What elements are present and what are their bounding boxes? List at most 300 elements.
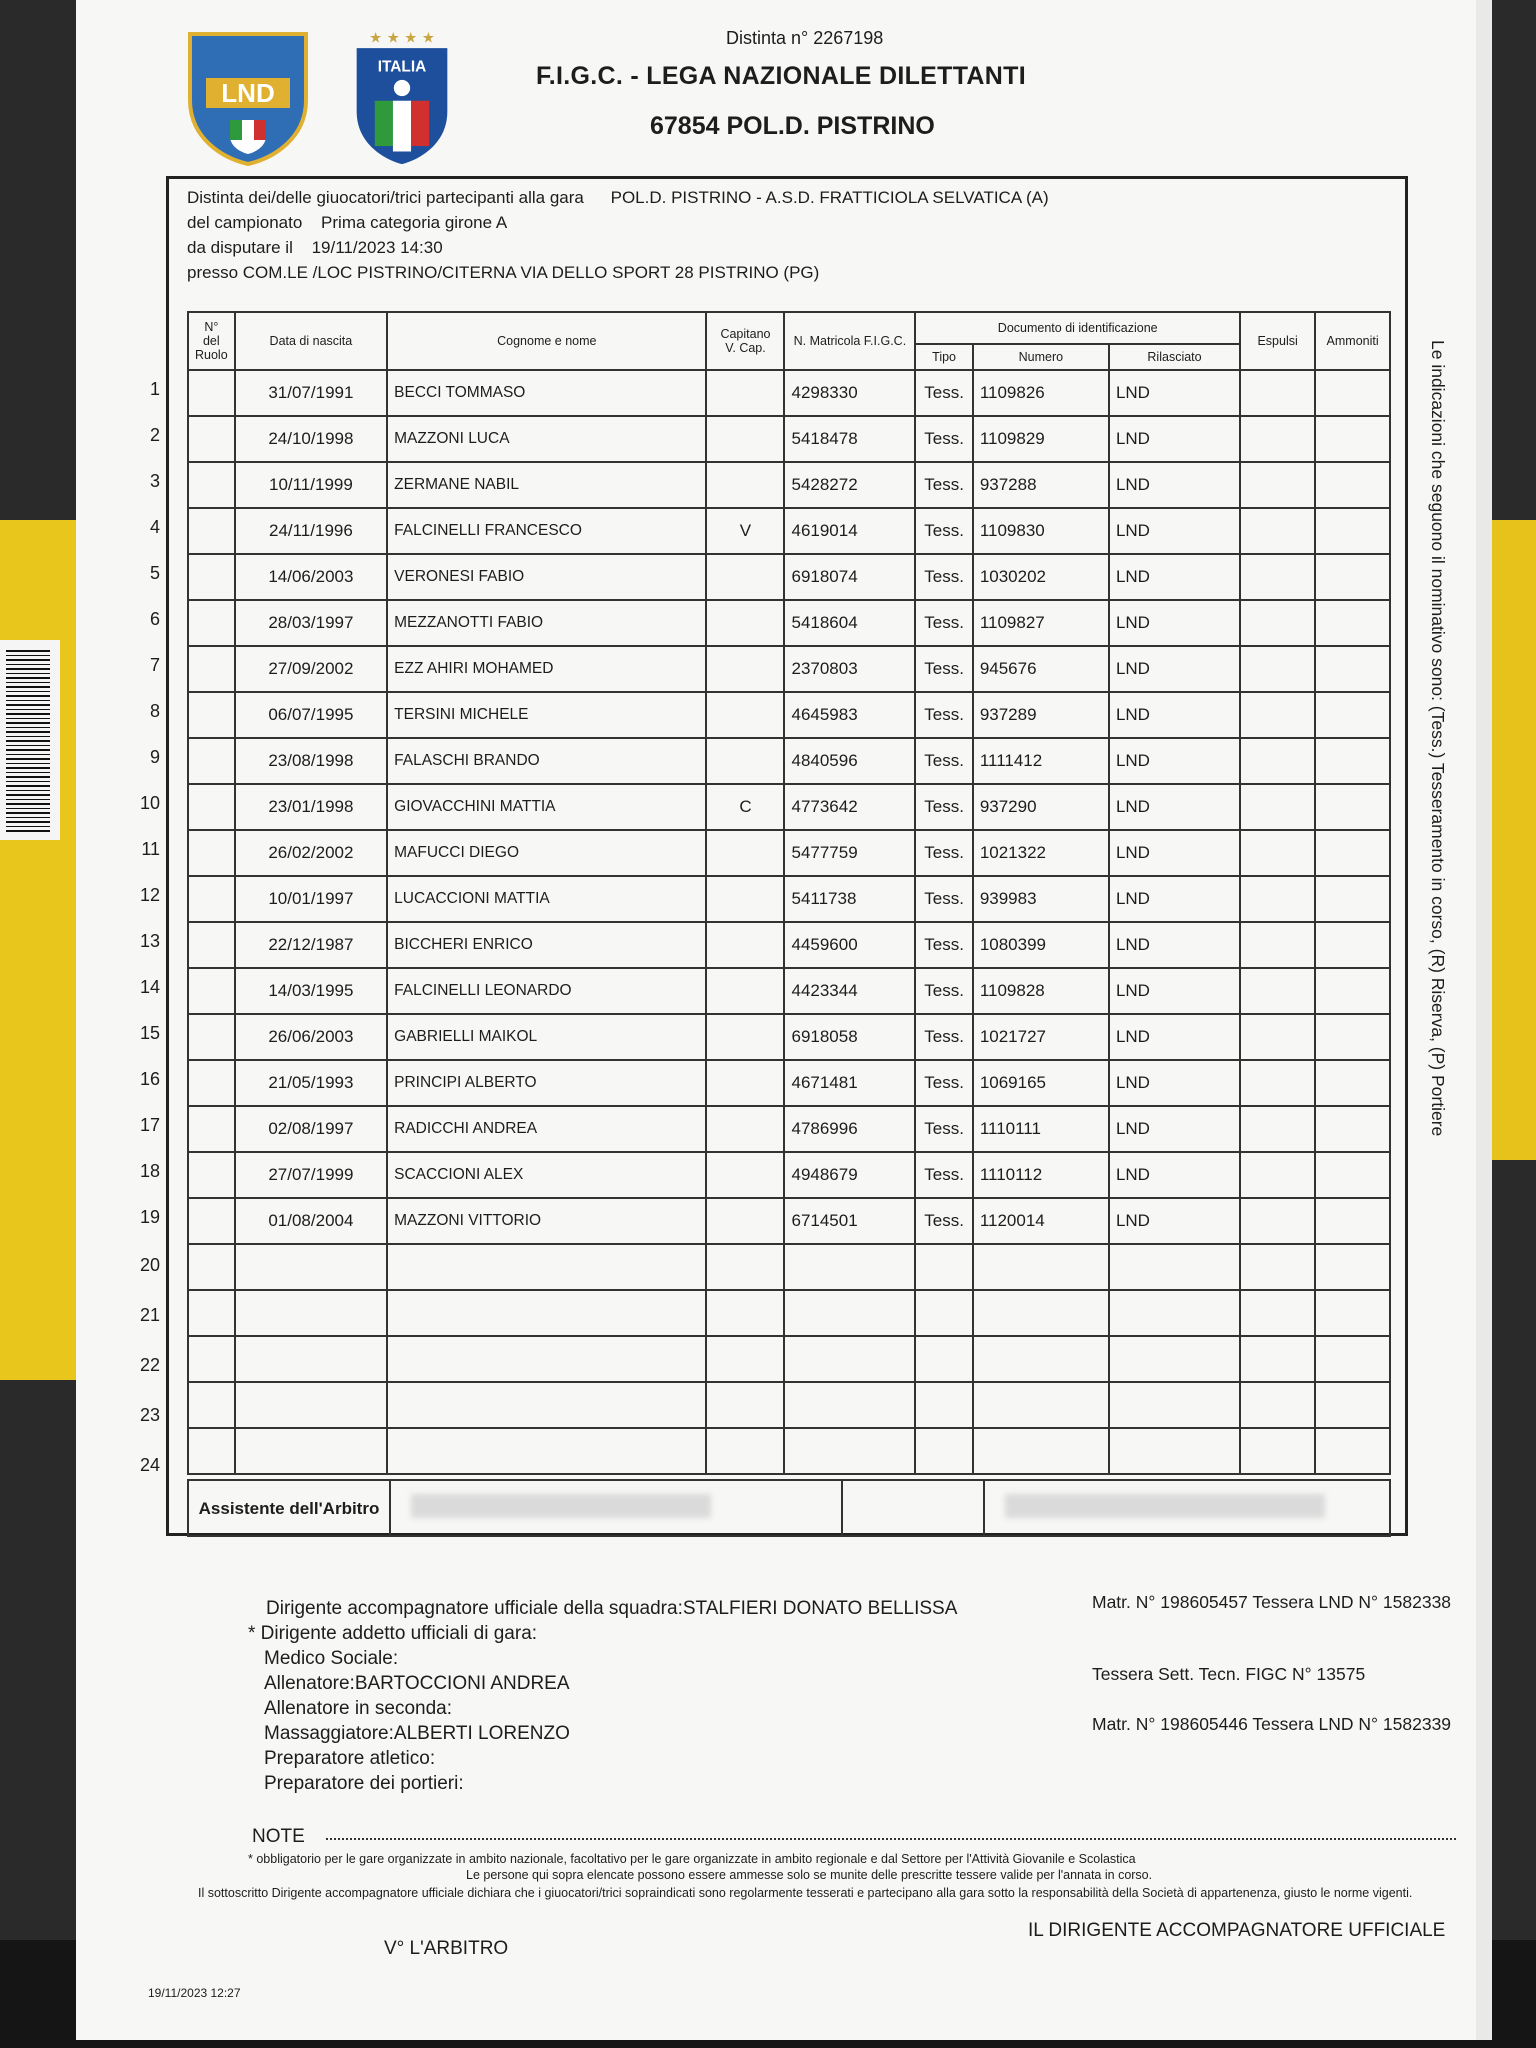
col-nome: Cognome e nome [387,312,706,370]
player-name-cell: BICCHERI ENRICO [387,922,706,968]
player-name-cell: FALCINELLI FRANCESCO [387,508,706,554]
matricola-cell: 5477759 [784,830,915,876]
captain-cell [706,1014,784,1060]
doc-type-cell: Tess. [915,600,972,646]
col-espulsi: Espulsi [1240,312,1315,370]
doc-type-cell: Tess. [915,646,972,692]
ruolo-cell [188,1152,235,1198]
manager-signature-label: IL DIRIGENTE ACCOMPAGNATORE UFFICIALE [1028,1920,1446,1941]
warned-cell [1315,738,1390,784]
warned-cell [1315,1198,1390,1244]
issued-by-cell: LND [1109,692,1240,738]
matricola-cell: 2370803 [784,646,915,692]
warned-cell [1315,692,1390,738]
table-row [188,646,1390,692]
captain-cell [706,370,784,416]
doc-number-cell: 1021727 [973,1014,1109,1060]
footnote: * obbligatorio per le gare organizzate in ambito nazionale, facoltativo per le gare organizzate in ambito regionale e dal Settore per l'Attività Giovanile e Scolastica [248,1852,1136,1866]
staff-allenatore-tessera: Tessera Sett. Tecn. FIGC N° 13575 [1092,1664,1366,1684]
col-ammoniti: Ammoniti [1315,312,1390,370]
doc-number-cell: 1109829 [973,416,1109,462]
row-number: 12 [139,885,160,905]
doc-type-cell [915,1290,972,1336]
match-venue: presso COM.LE /LOC PISTRINO/CITERNA VIA DELLO SPORT 28 PISTRINO (PG) [187,263,820,282]
doc-number-cell: 1080399 [973,922,1109,968]
birthdate-cell: 21/05/1993 [235,1060,387,1106]
player-name-cell: FALASCHI BRANDO [387,738,706,784]
captain-cell [706,1244,784,1290]
doc-type-cell: Tess. [915,1106,972,1152]
issued-by-cell: LND [1109,830,1240,876]
expelled-cell [1240,1014,1315,1060]
matricola-cell: 5411738 [784,876,915,922]
footnote-second: Le persone qui sopra elencate possono essere ammesse solo se munite delle prescritte tessere valide per l'annata in corso. [466,1868,1153,1882]
expelled-cell [1240,784,1315,830]
expelled-cell [1240,922,1315,968]
row-number: 2 [149,425,160,445]
table-row-empty [188,1382,1390,1428]
doc-number-cell: 1109827 [973,600,1109,646]
captain-cell [706,1290,784,1336]
ruolo-cell [188,600,235,646]
declaration: Il sottoscritto Dirigente accompagnatore ufficiale dichiara che i giuocatori/trici sopraindicati sono regolarmente tesserati e partecipano alla gara sotto la responsabilità della Società di appartenenza, giusto le norme vigenti. [198,1886,1413,1900]
ruolo-cell [188,1290,235,1336]
player-name-cell: BECCI TOMMASO [387,370,706,416]
doc-number-cell: 1021322 [973,830,1109,876]
player-name-cell: RADICCHI ANDREA [387,1106,706,1152]
ruolo-cell [188,922,235,968]
expelled-cell [1240,830,1315,876]
col-tipo: Tipo [915,344,972,370]
match-date: 19/11/2023 14:30 [311,238,443,257]
player-name-cell: FALCINELLI LEONARDO [387,968,706,1014]
issued-by-cell [1109,1382,1240,1428]
birthdate-cell: 01/08/2004 [235,1198,387,1244]
player-name-cell [387,1336,706,1382]
expelled-cell [1240,1198,1315,1244]
ruolo-cell [188,784,235,830]
doc-number-cell: 937290 [973,784,1109,830]
staff-prep-portieri: Preparatore dei portieri: [264,1773,464,1794]
staff-section [226,1596,957,1796]
player-name-cell: MAFUCCI DIEGO [387,830,706,876]
organization-title: F.I.G.C. - LEGA NAZIONALE DILETTANTI [536,62,1026,90]
issued-by-cell: LND [1109,1106,1240,1152]
matricola-cell [784,1428,915,1474]
row-number: 24 [139,1455,160,1475]
birthdate-cell [235,1290,387,1336]
player-list-box [166,176,1408,1536]
warned-cell [1315,784,1390,830]
warned-cell [1315,922,1390,968]
captain-cell [706,646,784,692]
matricola-cell: 4298330 [784,370,915,416]
player-rows [188,370,1390,1474]
players-table [187,311,1391,1475]
doc-type-cell: Tess. [915,370,972,416]
row-number: 7 [149,655,160,675]
issued-by-cell [1109,1336,1240,1382]
issued-by-cell [1109,1290,1240,1336]
captain-cell [706,416,784,462]
table-row [188,462,1390,508]
player-name-cell [387,1428,706,1474]
ruolo-cell [188,1014,235,1060]
doc-type-cell: Tess. [915,416,972,462]
doc-number-cell: 1109826 [973,370,1109,416]
expelled-cell [1240,416,1315,462]
matricola-cell [784,1382,915,1428]
matricola-cell: 4773642 [784,784,915,830]
document-sheet [76,0,1476,2040]
captain-cell [706,1106,784,1152]
matricola-cell: 4619014 [784,508,915,554]
staff-dirigente-matr: Matr. N° 198605457 Tessera LND N° 1582338 [1092,1592,1452,1612]
captain-cell [706,1152,784,1198]
assistant-label: Assistente dell'Arbitro [188,1480,390,1536]
row-number: 20 [139,1255,160,1275]
captain-cell [706,462,784,508]
match-info [187,185,1387,285]
birthdate-cell: 14/06/2003 [235,554,387,600]
matricola-cell: 6918074 [784,554,915,600]
matricola-cell: 4840596 [784,738,915,784]
doc-type-cell: Tess. [915,738,972,784]
issued-by-cell: LND [1109,508,1240,554]
row-number: 15 [139,1023,160,1043]
player-name-cell: TERSINI MICHELE [387,692,706,738]
captain-cell: C [706,784,784,830]
player-name-cell: EZZ AHIRI MOHAMED [387,646,706,692]
col-documento: Documento di identificazione [915,312,1240,344]
player-name-cell: MAZZONI VITTORIO [387,1198,706,1244]
birthdate-cell: 02/08/1997 [235,1106,387,1152]
warned-cell [1315,876,1390,922]
matricola-cell: 4423344 [784,968,915,1014]
issued-by-cell: LND [1109,968,1240,1014]
issued-by-cell: LND [1109,1060,1240,1106]
assistant-row [187,1479,1391,1537]
staff-massaggiatore: Massaggiatore:ALBERTI LORENZO [264,1723,570,1744]
ruolo-cell [188,968,235,1014]
issued-by-cell: LND [1109,554,1240,600]
staff-dirigente: Dirigente accompagnatore ufficiale della squadra:STALFIERI DONATO BELLISSA [266,1598,958,1619]
birthdate-cell: 10/01/1997 [235,876,387,922]
note-label: NOTE [252,1826,305,1847]
warned-cell [1315,370,1390,416]
birthdate-cell: 28/03/1997 [235,600,387,646]
col-capitano: Capitano V. Cap. [706,312,784,370]
table-row [188,1014,1390,1060]
row-number: 14 [139,977,160,997]
doc-number-cell [973,1382,1109,1428]
matricola-cell: 4948679 [784,1152,915,1198]
ruolo-cell [188,462,235,508]
warned-cell [1315,1244,1390,1290]
table-row [188,370,1390,416]
birthdate-cell: 31/07/1991 [235,370,387,416]
expelled-cell [1240,1290,1315,1336]
row-number: 6 [149,609,160,629]
ruolo-cell [188,646,235,692]
table-row [188,1060,1390,1106]
table-row [188,876,1390,922]
warned-cell [1315,462,1390,508]
expelled-cell [1240,1106,1315,1152]
side-legend-note: Le indicazioni che seguono il nominativo sono: (Tess.) Tesseramento in corso, (R) Riserva, (P) Portiere [1428,340,1448,1137]
doc-type-cell: Tess. [915,922,972,968]
table-row [188,1198,1390,1244]
row-number: 23 [139,1405,160,1425]
doc-number-cell: 1110111 [973,1106,1109,1152]
issued-by-cell: LND [1109,1014,1240,1060]
table-row [188,692,1390,738]
expelled-cell [1240,1244,1315,1290]
captain-cell [706,968,784,1014]
col-matricola: N. Matricola F.I.G.C. [784,312,915,370]
doc-type-cell: Tess. [915,968,972,1014]
championship-value: Prima categoria girone A [321,213,508,232]
row-number: 1 [149,379,160,399]
captain-cell [706,1060,784,1106]
captain-cell [706,1382,784,1428]
expelled-cell [1240,600,1315,646]
ruolo-cell [188,1106,235,1152]
expelled-cell [1240,968,1315,1014]
birthdate-cell: 23/01/1998 [235,784,387,830]
doc-type-cell: Tess. [915,1152,972,1198]
col-data: Data di nascita [235,312,387,370]
assistant-matricola-cell [842,1480,984,1536]
birthdate-cell: 26/02/2002 [235,830,387,876]
table-row-empty [188,1336,1390,1382]
captain-cell [706,692,784,738]
table-row [188,554,1390,600]
doc-type-cell: Tess. [915,1014,972,1060]
birthdate-cell: 27/07/1999 [235,1152,387,1198]
player-name-cell: GABRIELLI MAIKOL [387,1014,706,1060]
ruolo-cell [188,416,235,462]
warned-cell [1315,968,1390,1014]
doc-number-cell: 1111412 [973,738,1109,784]
player-name-cell [387,1244,706,1290]
matricola-cell [784,1290,915,1336]
col-numero: Numero [973,344,1109,370]
row-number: 11 [141,839,160,859]
table-row [188,922,1390,968]
doc-type-cell [915,1244,972,1290]
row-number: 13 [139,931,160,951]
birthdate-cell [235,1336,387,1382]
warned-cell [1315,1382,1390,1428]
expelled-cell [1240,1382,1315,1428]
col-ruolo: N° del Ruolo [188,312,235,370]
table-row-empty [188,1244,1390,1290]
ruolo-cell [188,1428,235,1474]
issued-by-cell: LND [1109,462,1240,508]
doc-type-cell: Tess. [915,508,972,554]
svg-text:ITALIA: ITALIA [377,58,427,76]
expelled-cell [1240,370,1315,416]
ruolo-cell [188,1060,235,1106]
warned-cell [1315,600,1390,646]
expelled-cell [1240,646,1315,692]
staff-allenatore: Allenatore:BARTOCCIONI ANDREA [264,1673,570,1694]
matricola-cell: 4645983 [784,692,915,738]
warned-cell [1315,1428,1390,1474]
doc-type-cell [915,1336,972,1382]
doc-type-cell [915,1428,972,1474]
matricola-cell: 4671481 [784,1060,915,1106]
doc-type-cell: Tess. [915,692,972,738]
doc-number-cell: 1109828 [973,968,1109,1014]
issued-by-cell: LND [1109,738,1240,784]
expelled-cell [1240,1428,1315,1474]
birthdate-cell: 10/11/1999 [235,462,387,508]
issued-by-cell: LND [1109,876,1240,922]
ruolo-cell [188,370,235,416]
doc-number-cell: 1069165 [973,1060,1109,1106]
expelled-cell [1240,508,1315,554]
birthdate-cell [235,1244,387,1290]
championship-label: del campionato [187,213,303,232]
ruolo-cell [188,1244,235,1290]
issued-by-cell: LND [1109,1152,1240,1198]
table-row [188,738,1390,784]
table-row [188,784,1390,830]
doc-number-cell [973,1428,1109,1474]
warned-cell [1315,1106,1390,1152]
expelled-cell [1240,1152,1315,1198]
ruolo-cell [188,508,235,554]
matricola-cell: 4459600 [784,922,915,968]
birthdate-cell: 22/12/1987 [235,922,387,968]
row-number: 18 [139,1161,160,1181]
doc-number-cell: 939983 [973,876,1109,922]
doc-type-cell: Tess. [915,1060,972,1106]
row-number: 9 [149,747,160,767]
doc-number-cell [973,1290,1109,1336]
player-name-cell: MEZZANOTTI FABIO [387,600,706,646]
matricola-cell: 4786996 [784,1106,915,1152]
match-teams: POL.D. PISTRINO - A.S.D. FRATTICIOLA SELVATICA (A) [610,188,1049,207]
note-line [326,1838,1456,1840]
captain-cell [706,600,784,646]
doc-type-cell: Tess. [915,1198,972,1244]
intro-label: Distinta dei/delle giuocatori/trici partecipanti alla gara [187,188,584,207]
row-number: 22 [139,1355,160,1375]
issued-by-cell: LND [1109,922,1240,968]
birthdate-cell: 14/03/1995 [235,968,387,1014]
captain-cell [706,830,784,876]
player-name-cell: PRINCIPI ALBERTO [387,1060,706,1106]
player-name-cell: GIOVACCHINI MATTIA [387,784,706,830]
issued-by-cell: LND [1109,370,1240,416]
issued-by-cell: LND [1109,1198,1240,1244]
table-row [188,416,1390,462]
staff-massaggiatore-matr: Matr. N° 198605446 Tessera LND N° 1582339 [1092,1714,1452,1734]
issued-by-cell [1109,1244,1240,1290]
ruolo-cell [188,738,235,784]
warned-cell [1315,830,1390,876]
table-row [188,830,1390,876]
date-label: da disputare il [187,238,293,257]
captain-cell [706,738,784,784]
matricola-cell: 5428272 [784,462,915,508]
issued-by-cell [1109,1428,1240,1474]
doc-number-cell [973,1336,1109,1382]
birthdate-cell: 06/07/1995 [235,692,387,738]
ruolo-cell [188,1198,235,1244]
doc-type-cell: Tess. [915,784,972,830]
ruolo-cell [188,876,235,922]
birthdate-cell: 23/08/1998 [235,738,387,784]
row-number: 8 [149,701,160,721]
doc-type-cell: Tess. [915,830,972,876]
assistant-name-cell [390,1480,842,1536]
matricola-cell [784,1244,915,1290]
printed-date: 19/11/2023 12:27 [148,1986,241,2000]
svg-text:LND: LND [221,78,275,108]
matricola-cell: 5418604 [784,600,915,646]
italia-logo [338,30,466,166]
matricola-cell: 6714501 [784,1198,915,1244]
expelled-cell [1240,462,1315,508]
captain-cell [706,1336,784,1382]
row-number: 4 [149,517,160,537]
staff-prep-atletico: Preparatore atletico: [264,1748,436,1769]
birthdate-cell [235,1428,387,1474]
lnd-logo [184,30,312,166]
row-number: 21 [139,1305,160,1325]
svg-text:★ ★ ★ ★: ★ ★ ★ ★ [369,30,435,47]
doc-type-cell [915,1382,972,1428]
warned-cell [1315,1060,1390,1106]
player-name-cell: LUCACCIONI MATTIA [387,876,706,922]
warned-cell [1315,1290,1390,1336]
staff-addetto: * Dirigente addetto ufficiali di gara: [248,1623,538,1644]
table-row [188,1152,1390,1198]
issued-by-cell: LND [1109,784,1240,830]
birthdate-cell: 26/06/2003 [235,1014,387,1060]
ruolo-cell [188,692,235,738]
club-title: 67854 POL.D. PISTRINO [650,112,935,140]
referee-signature-label: V° L'ARBITRO [384,1938,509,1959]
doc-number-cell: 1120014 [973,1198,1109,1244]
row-number: 16 [139,1069,160,1089]
warned-cell [1315,1014,1390,1060]
player-name-cell: MAZZONI LUCA [387,416,706,462]
captain-cell [706,1428,784,1474]
player-name-cell: VERONESI FABIO [387,554,706,600]
table-row [188,600,1390,646]
expelled-cell [1240,1336,1315,1382]
row-number: 3 [149,471,160,491]
table-row [188,968,1390,1014]
matricola-cell [784,1336,915,1382]
player-name-cell [387,1382,706,1428]
expelled-cell [1240,554,1315,600]
row-number: 17 [139,1115,160,1135]
birthdate-cell: 24/11/1996 [235,508,387,554]
table-row [188,508,1390,554]
captain-cell: V [706,508,784,554]
doc-number-cell: 1030202 [973,554,1109,600]
doc-number-cell: 937289 [973,692,1109,738]
matricola-cell: 6918058 [784,1014,915,1060]
expelled-cell [1240,692,1315,738]
col-rilasciato: Rilasciato [1109,344,1240,370]
